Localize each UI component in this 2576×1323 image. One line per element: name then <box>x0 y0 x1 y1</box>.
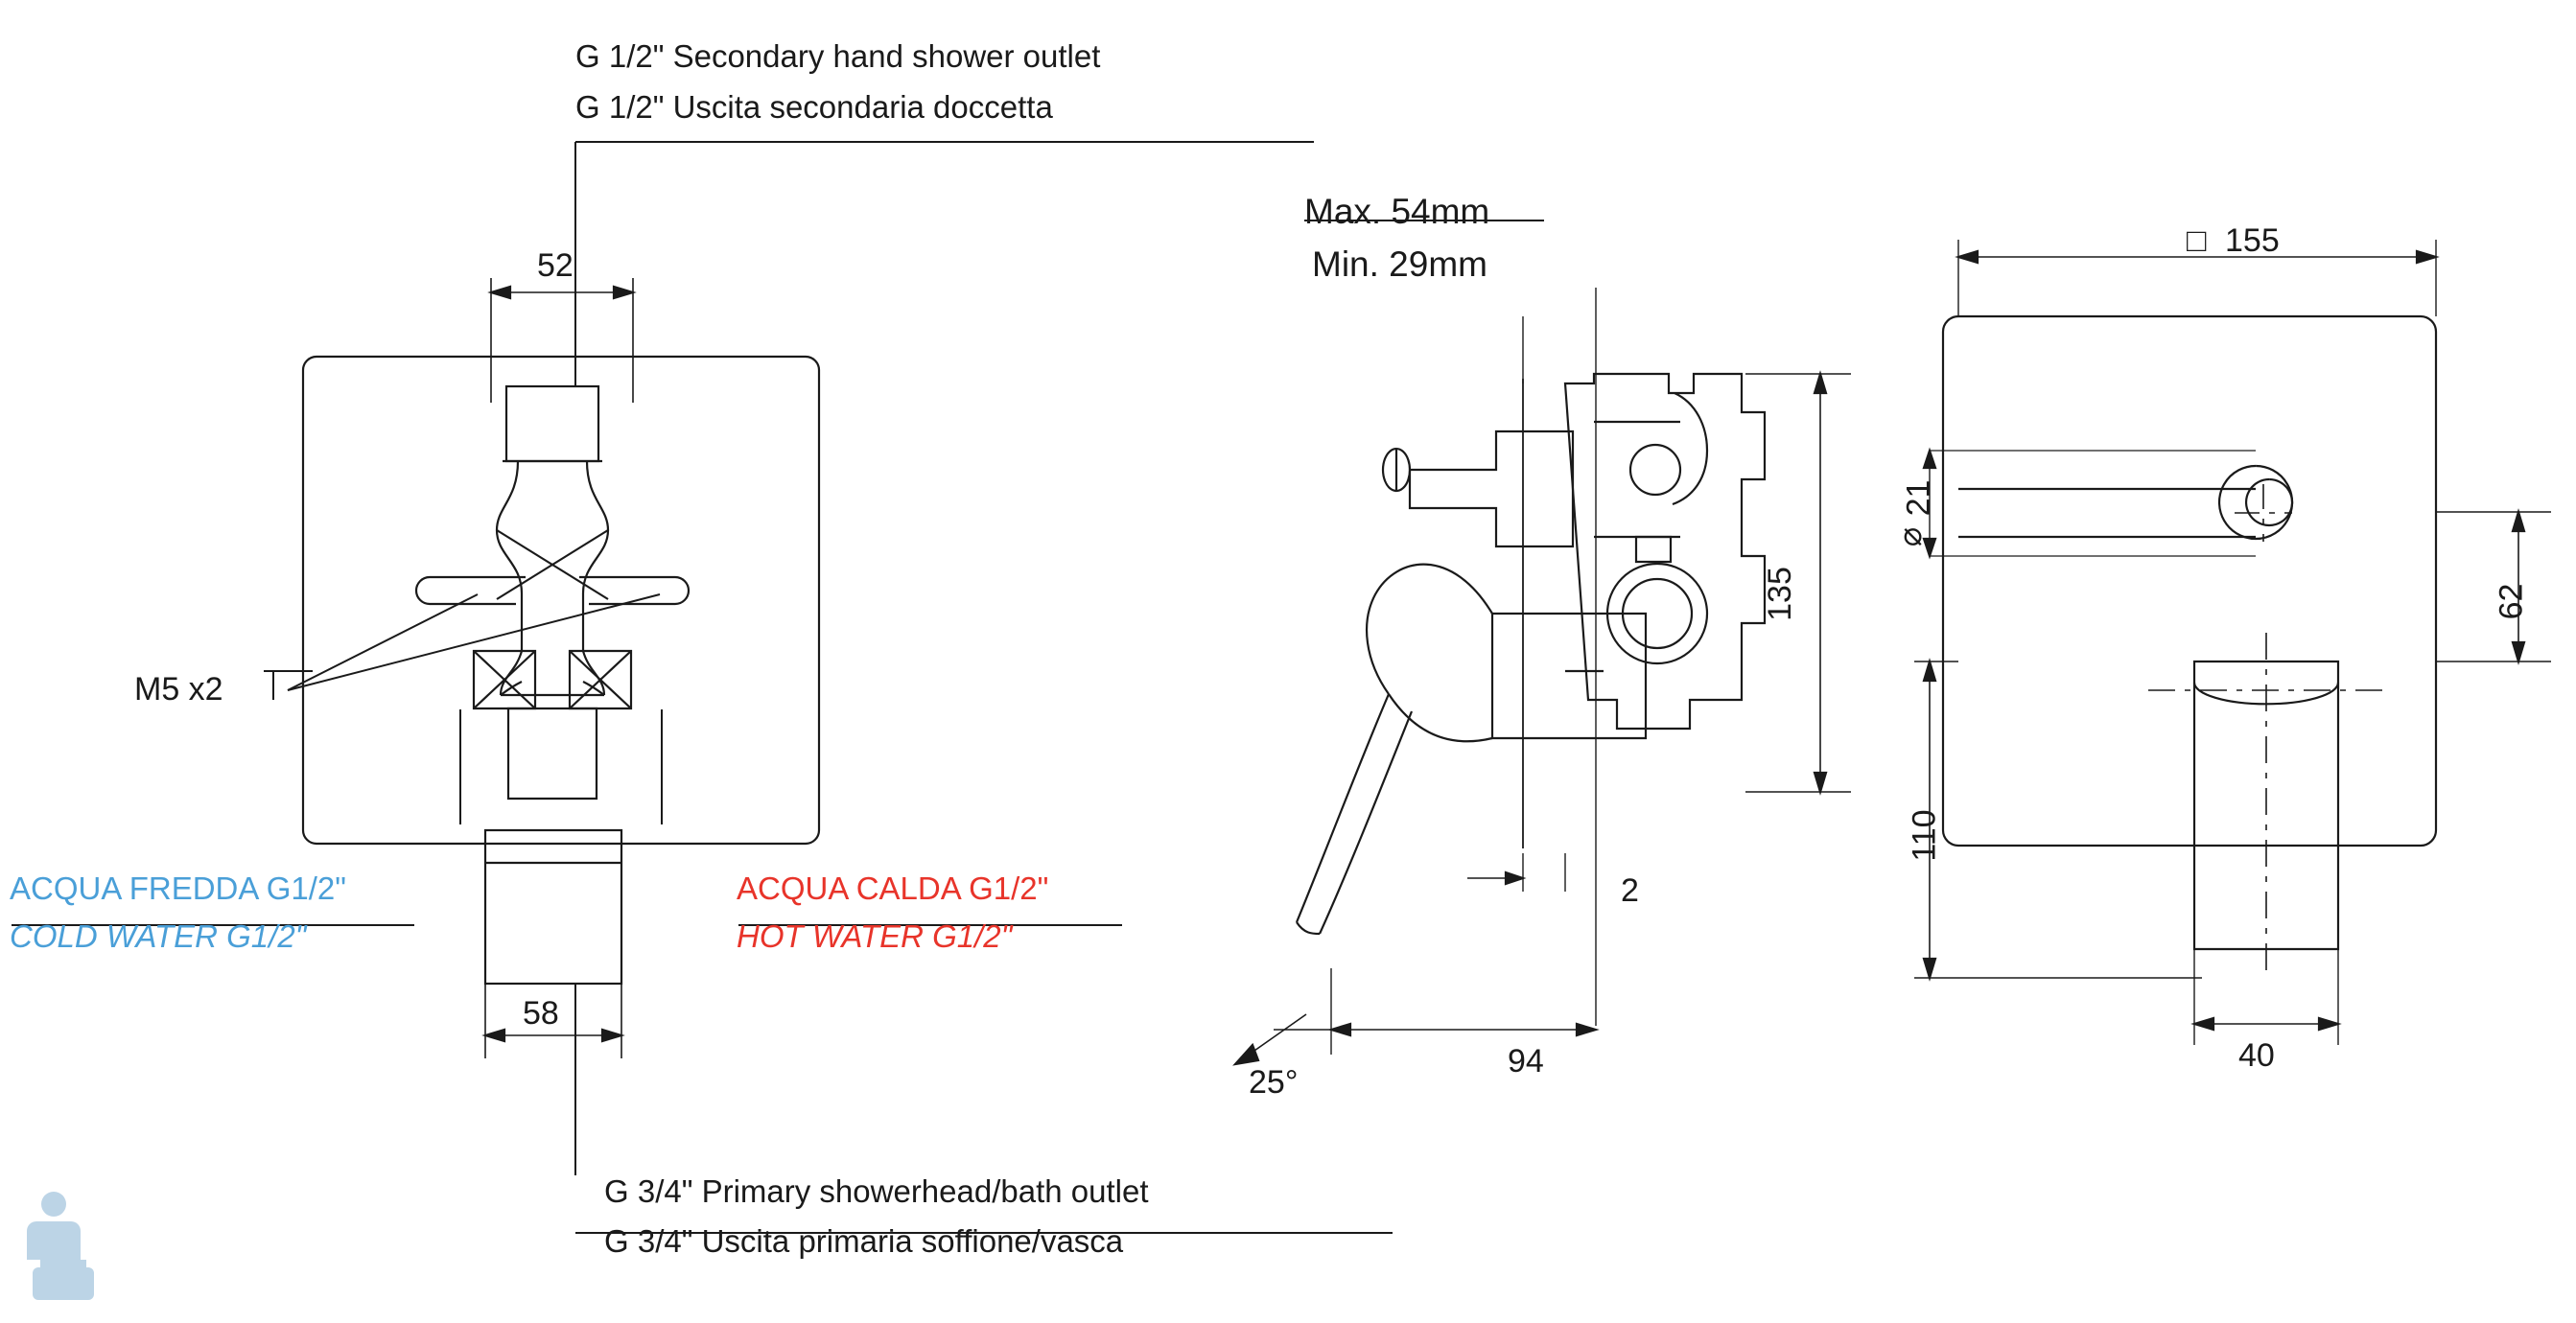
dim-135: 135 <box>1761 567 1798 621</box>
note-primary-outlet-en: G 3/4" Primary showerhead/bath outlet <box>604 1173 1149 1209</box>
label-depth-min: Min. 29mm <box>1312 244 1487 284</box>
label-m5x2: M5 x2 <box>134 671 223 708</box>
symbol-square: □ <box>2187 222 2207 259</box>
dim-40: 40 <box>2238 1037 2275 1074</box>
note-secondary-outlet-en: G 1/2" Secondary hand shower outlet <box>575 38 1101 74</box>
dim-62: 62 <box>2493 583 2530 620</box>
watermark-logo <box>13 1189 119 1304</box>
dim-94: 94 <box>1508 1043 1544 1079</box>
dim-58: 58 <box>523 995 559 1032</box>
label-cold-en: COLD WATER G1/2" <box>10 918 307 954</box>
dim-21: 21 <box>1900 479 1937 517</box>
label-hot-it: ACQUA CALDA G1/2" <box>737 870 1049 906</box>
label-depth-max: Max. 54mm <box>1304 192 1490 231</box>
dim-52: 52 <box>537 247 574 284</box>
label-cold-it: ACQUA FREDDA G1/2" <box>10 870 346 906</box>
dim-25deg: 25° <box>1249 1064 1299 1101</box>
note-primary-outlet-it: G 3/4" Uscita primaria soffione/vasca <box>604 1223 1124 1259</box>
dim-110: 110 <box>1906 809 1943 862</box>
symbol-diameter: ⌀ <box>1892 526 1930 547</box>
dim-155: 155 <box>2225 222 2280 259</box>
note-secondary-outlet-it: G 1/2" Uscita secondaria doccetta <box>575 89 1053 125</box>
label-hot-en: HOT WATER G1/2" <box>737 918 1013 954</box>
dim-2: 2 <box>1621 872 1639 909</box>
